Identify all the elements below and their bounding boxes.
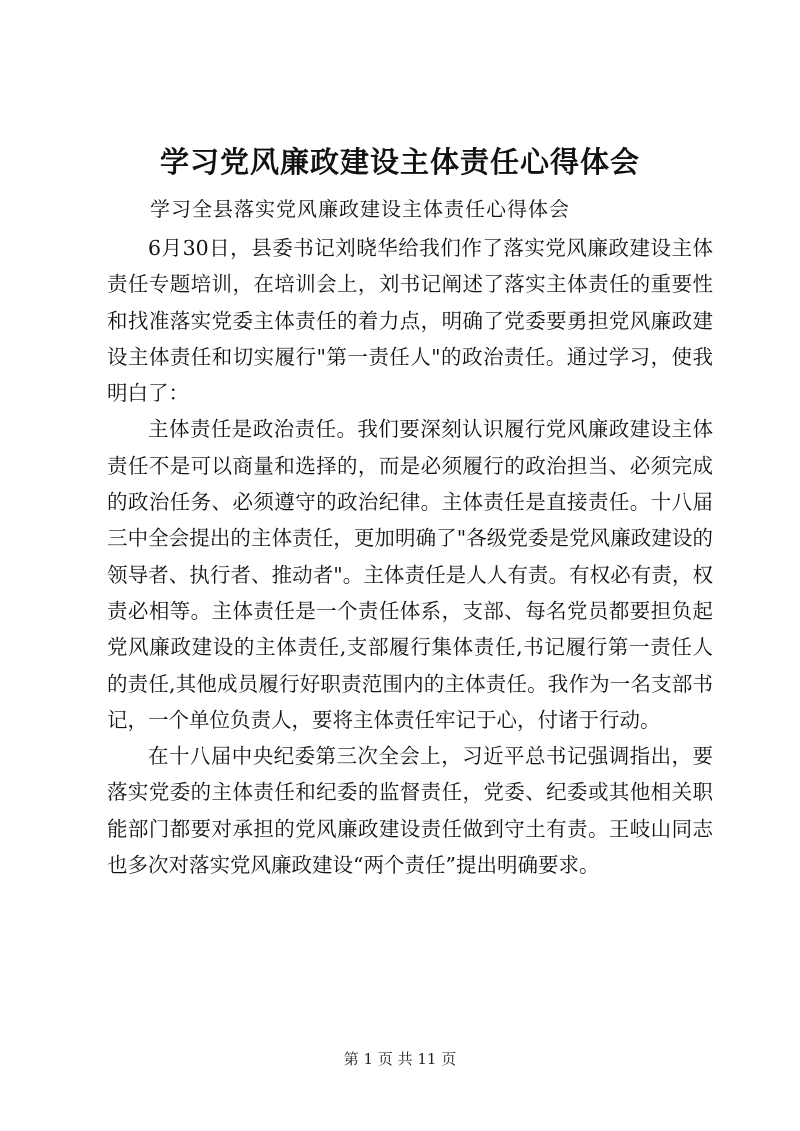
document-subtitle: 学习全县落实党风廉政建设主体责任心得体会 [150, 197, 570, 221]
paragraph: 6月30日，县委书记刘晓华给我们作了落实党风廉政建设主体责任专题培训，在培训会上，刘书记阐述了落实主体责任的重要性和找准落实党委主体责任的着力点，明确了党委要勇担党风廉政建设主体责任和切实履行"第一责任人"的政治责任。通过学习，使我明白了： [107, 236, 713, 406]
paragraph: 主体责任是政治责任。我们要深刻认识履行党风廉政建设主体责任不是可以商量和选择的，而是必须履行的政治担当、必须完成的政治任务、必须遵守的政治纪律。主体责任是直接责任。十八届三中全会提出的主体责任，更加明确了"各级党委是党风廉政建设的领导者、执行者、推动者"。主体责任是人人有责。有权必有责，权责必相等。主体责任是一个责任体系，支部、每名党员都要担负起党风廉政建设的主体责任,支部履行集体责任,书记履行第一责任人的责任,其他成员履行好职责范围内的主体责任。我作为一名支部书记，一个单位负责人，要将主体责任牢记于心，付诸于行动。 [107, 417, 713, 732]
paragraph: 在十八届中央纪委第三次全会上，习近平总书记强调指出，要落实党委的主体责任和纪委的监督责任，党委、纪委或其他相关职能部门都要对承担的党风廉政建设责任做到守土有责。王岐山同志也多次对落实党风廉政建设“两个责任”提出明确要求。 [107, 744, 713, 878]
document-title: 学习党风廉政建设主体责任心得体会 [159, 145, 640, 179]
document-body [107, 230, 713, 883]
page-number-footer: 第 1 页 共 11 页 [343, 1050, 457, 1068]
